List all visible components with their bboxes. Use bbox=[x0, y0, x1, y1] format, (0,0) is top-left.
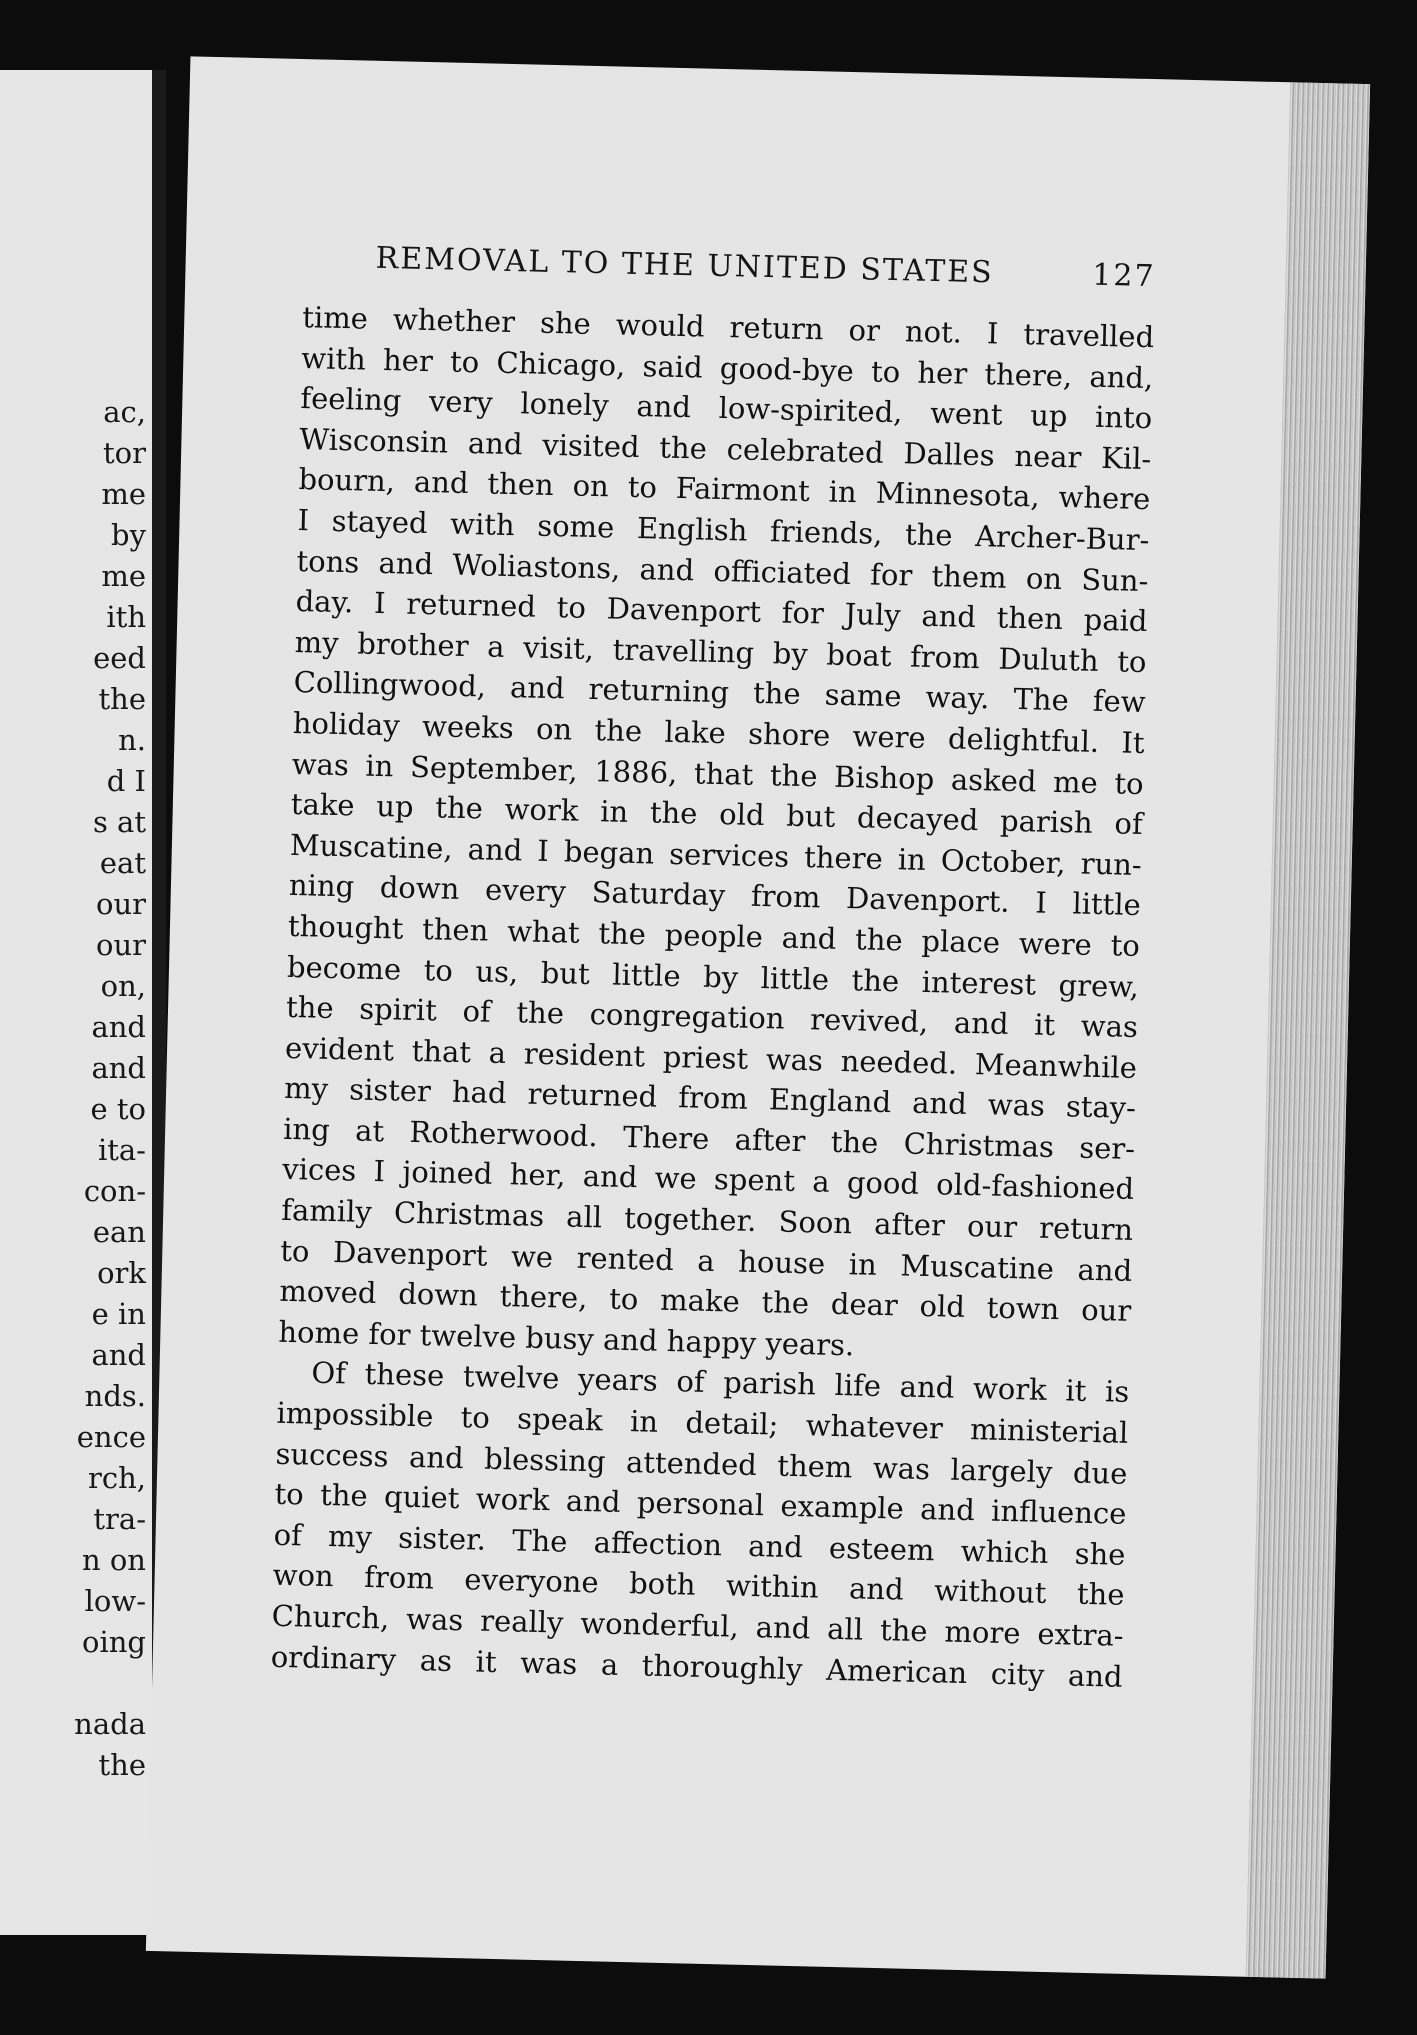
left-fragment-line: and bbox=[91, 1051, 146, 1085]
text-line: Church, was really wonderful, and all the more extra- bbox=[271, 1598, 1124, 1653]
text-line: Collingwood, and returning the same way. The few bbox=[293, 665, 1146, 720]
page-edge-texture bbox=[1246, 82, 1371, 1978]
page-number: 127 bbox=[1091, 257, 1156, 295]
left-fragment-line: ean bbox=[92, 1215, 146, 1249]
paragraph-first-line: Of these twelve years of parish life and work it is bbox=[311, 1356, 1130, 1410]
left-fragment-line: our bbox=[96, 928, 146, 962]
left-fragment-line: ork bbox=[97, 1256, 146, 1290]
text-line: my brother a visit, travelling by boat from Duluth to bbox=[294, 624, 1147, 679]
text-line: take up the work in the old but decayed parish of bbox=[290, 787, 1144, 842]
left-fragment-line: eed bbox=[93, 641, 146, 675]
left-fragment-line: eat bbox=[99, 846, 146, 880]
text-line: family Christmas all together. Soon after our return bbox=[280, 1192, 1134, 1247]
text-line: to the quiet work and personal example and influence bbox=[274, 1476, 1127, 1532]
left-fragment-line: me bbox=[101, 559, 146, 593]
text-line: won from everyone both within and without the bbox=[272, 1558, 1125, 1613]
left-fragment-line: ita- bbox=[97, 1133, 146, 1167]
text-line: tons and Woliastons, and officiated for them on Sun- bbox=[296, 543, 1149, 598]
left-fragment-line: ith bbox=[106, 600, 146, 634]
left-fragment-line: the bbox=[98, 682, 146, 716]
left-fragment-line: nada bbox=[74, 1707, 146, 1741]
text-line: feeling very lonely and low-spirited, went up into bbox=[300, 381, 1153, 436]
text-line: holiday weeks on the lake shore were delightful. It bbox=[292, 705, 1145, 760]
text-line: time whether she would return or not. I travelled bbox=[301, 300, 1155, 355]
text-line: my sister had returned from England and was stay- bbox=[283, 1071, 1137, 1126]
text-line: of my sister. The affection and esteem which she bbox=[273, 1517, 1126, 1572]
text-line: Wisconsin and visited the celebrated Dalles near Kil- bbox=[299, 421, 1152, 476]
chapter-title: REMOVAL TO THE UNITED STATES bbox=[375, 240, 995, 291]
text-line: vices I joined her, and we spent a good old-fashioned bbox=[281, 1152, 1135, 1207]
left-fragment-line: n on bbox=[81, 1543, 146, 1577]
text-line: with her to Chicago, said good-bye to her there, and, bbox=[301, 340, 1154, 395]
text-line: Muscatine, and I began services there in October, run- bbox=[289, 827, 1143, 882]
text-line: become to us, but little by little the interest grew, bbox=[286, 949, 1140, 1004]
left-page-text-fragments bbox=[0, 392, 152, 1786]
left-fragment-line: rch, bbox=[88, 1461, 146, 1495]
text-line: was in September, 1886, that the Bishop asked me to bbox=[291, 746, 1145, 801]
left-fragment-line: d I bbox=[106, 764, 146, 798]
text-line: I stayed with some English friends, the Archer-Bur- bbox=[297, 502, 1150, 558]
left-fragment-line: tra- bbox=[93, 1502, 146, 1536]
text-line: evident that a resident priest was needed. Meanwhile bbox=[284, 1030, 1138, 1085]
text-line: to Davenport we rented a house in Muscatine and bbox=[279, 1233, 1133, 1288]
text-line: day. I returned to Davenport for July and then paid bbox=[295, 584, 1148, 639]
text-line: ing at Rotherwood. There after the Christmas ser- bbox=[282, 1111, 1136, 1166]
left-fragment-line: ac, bbox=[103, 395, 146, 429]
left-fragment-line: con- bbox=[83, 1174, 146, 1208]
body-text bbox=[270, 297, 1154, 1697]
text-line: success and blessing attended them was largely due bbox=[275, 1436, 1128, 1491]
paragraph-last-line: home for twelve busy and happy years. bbox=[278, 1314, 855, 1363]
left-fragment-line: s at bbox=[92, 805, 146, 839]
left-fragment-line: oing bbox=[82, 1625, 146, 1659]
left-fragment-line: e in bbox=[91, 1297, 146, 1331]
left-fragment-line: me bbox=[101, 477, 146, 511]
text-line: impossible to speak in detail; whatever ministerial bbox=[276, 1395, 1129, 1450]
left-fragment-line: by bbox=[111, 518, 146, 552]
left-fragment-line: and bbox=[91, 1010, 146, 1044]
left-fragment-line: n. bbox=[118, 723, 146, 757]
left-fragment-line: on, bbox=[100, 969, 146, 1003]
left-facing-page bbox=[0, 70, 166, 1935]
running-head bbox=[375, 241, 1156, 294]
left-fragment-line bbox=[0, 1663, 152, 1704]
text-line: the spirit of the congregation revived, and it was bbox=[285, 989, 1139, 1045]
left-fragment-line: e to bbox=[90, 1092, 146, 1126]
text-line: ordinary as it was a thoroughly American city and bbox=[270, 1639, 1123, 1694]
left-fragment-line: our bbox=[96, 887, 146, 921]
left-fragment-line: nds. bbox=[84, 1379, 146, 1413]
text-line: bourn, and then on to Fairmont in Minnesota, where bbox=[298, 462, 1151, 517]
left-fragment-line: the bbox=[98, 1748, 146, 1782]
left-fragment-line: and bbox=[91, 1338, 146, 1372]
text-line: thought then what the people and the place were to bbox=[287, 908, 1141, 963]
left-fragment-line: tor bbox=[103, 436, 146, 470]
left-fragment-line: ence bbox=[76, 1420, 146, 1454]
left-fragment-line: low- bbox=[84, 1584, 146, 1618]
text-line: moved down there, to make the dear old town our bbox=[279, 1274, 1132, 1329]
right-page bbox=[146, 56, 1370, 1978]
text-line: ning down every Saturday from Davenport. I little bbox=[288, 868, 1142, 923]
